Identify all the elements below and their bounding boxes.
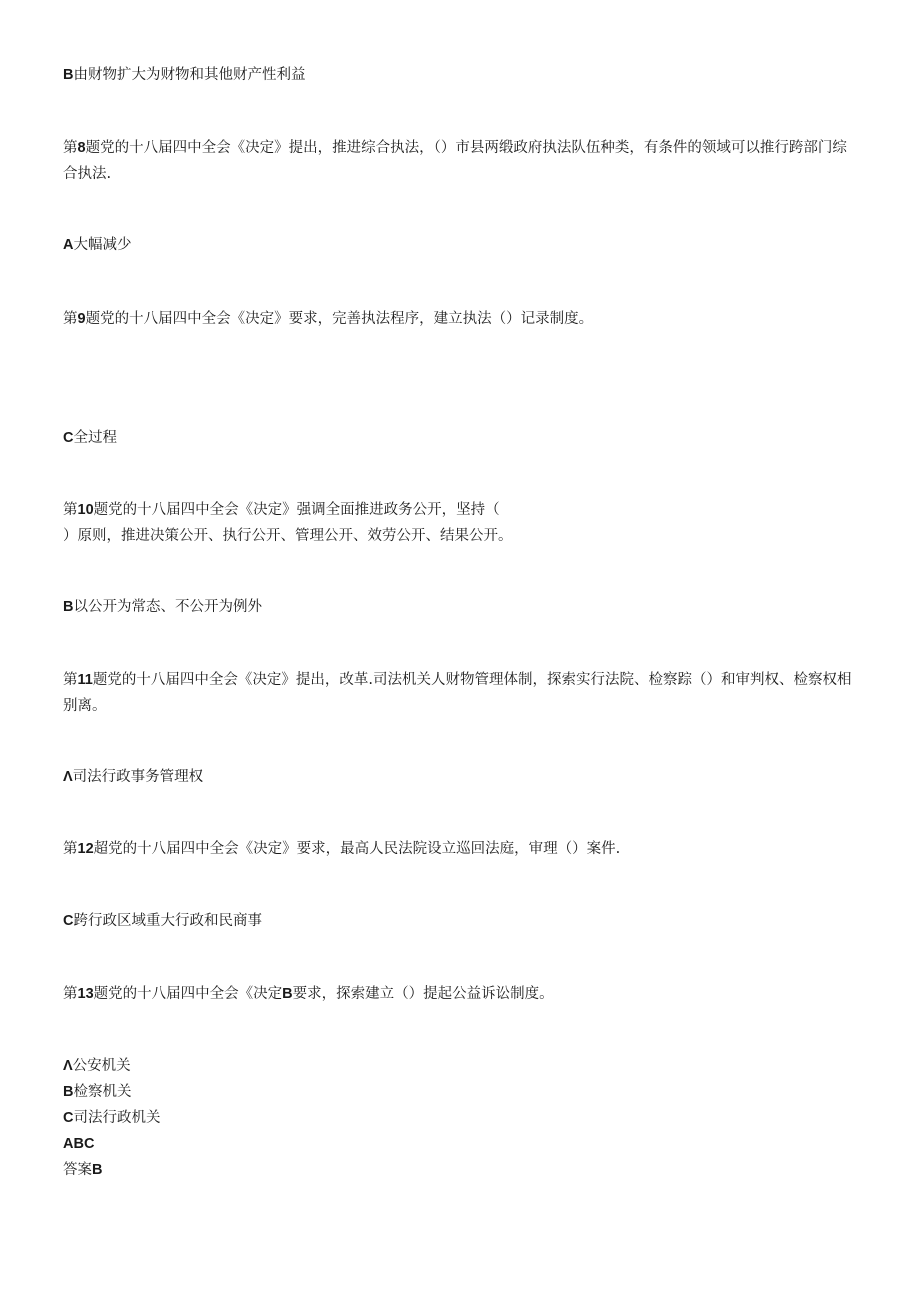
question-text: 题党的十八届四中全会《决定》提出，推进综合执法，（）市县两缎政府执法队伍种类，有条件的领域可以推行跨部门综合执法. — [63, 140, 847, 182]
question-number: 8 — [77, 140, 86, 156]
answer-mark: B — [63, 67, 74, 83]
question-text: 题党的十八届四中全会《决定》要求，完善执法程序，建立执法（）记录制度。 — [85, 311, 594, 327]
answer-mark: A — [63, 237, 74, 253]
answer-line-11 — [63, 764, 858, 790]
question-number: 12 — [77, 841, 94, 857]
answer — [63, 1157, 858, 1183]
question-text-2: ）原则，推进决策公开、执行公开、管理公开、效劳公开、结果公开。 — [63, 528, 513, 544]
option-text: 检察机关 — [73, 1084, 132, 1100]
question-text: 题党的十八届四中全会《决定》提出，改革.司法机关人财物管理体制，探索实行法院、检察踪（）和审判权、检察权相别离。 — [63, 672, 852, 714]
question-8: 第8题党的十八届四中全会《决定》提出，推进综合执法，（）市县两缎政府执法队伍种类，有条件的领域可以推行跨部门综合执法. — [63, 140, 847, 182]
question-number: 9 — [77, 311, 86, 327]
option-abc — [63, 1131, 858, 1157]
answer-mark: C — [63, 913, 74, 929]
question-9: 第9题党的十八届四中全会《决定》要求，完善执法程序，建立执法（）记录制度。 — [63, 311, 594, 327]
option-mark: C — [63, 1110, 74, 1126]
question-number: 11 — [77, 672, 93, 688]
options-list — [63, 1053, 858, 1183]
answer-text: 由财物扩大为财物和其他财产性利益 — [73, 67, 306, 83]
question-10: 第10题党的十八届四中全会《决定》强调全面推进政务公开，坚持（ ）原则，推进决策公开、执行公开、管理公开、效劳公开、结果公开。 — [63, 502, 513, 544]
question-text-b: 要求，探索建立（）提起公益诉讼制度。 — [292, 986, 554, 1002]
answer-text: 全过程 — [73, 430, 117, 446]
inline-mark: B — [282, 986, 293, 1002]
answer-text: 跨行政区域重大行政和民商事 — [73, 913, 262, 929]
answer-text: 以公开为常态、不公开为例外 — [73, 599, 262, 615]
question-number: 10 — [77, 502, 94, 518]
option-a — [63, 1053, 858, 1079]
question-text: 超党的十八届四中全会《决定》要求，最高人民法院设立巡回法庭，审理（）案件. — [93, 841, 621, 857]
answer-mark: C — [63, 430, 74, 446]
answer-text: 大幅减少 — [73, 237, 132, 253]
option-mark: B — [63, 1084, 74, 1100]
option-b — [63, 1079, 858, 1105]
answer-line-10 — [63, 594, 858, 620]
question-text-1: 题党的十八届四中全会《决定》强调全面推进政务公开，坚持（ — [93, 502, 500, 518]
answer-line-9 — [63, 425, 858, 451]
option-c — [63, 1105, 858, 1131]
answer-value: B — [92, 1162, 103, 1178]
answer-text: 司法行政事务管理权 — [72, 769, 204, 785]
option-text: 司法行政机关 — [73, 1110, 161, 1126]
question-12: 第12超党的十八届四中全会《决定》要求，最高人民法院设立巡回法庭，审理（）案件. — [63, 841, 621, 857]
answer-mark: Λ — [63, 769, 73, 785]
option-mark: Λ — [63, 1058, 73, 1074]
answer-line-12 — [63, 908, 858, 934]
answer-mark: B — [63, 599, 74, 615]
answer-line-7 — [63, 62, 858, 88]
answer-line-8 — [63, 232, 858, 258]
question-number: 13 — [77, 986, 94, 1002]
option-mark: ABC — [63, 1136, 95, 1152]
option-text: 公安机关 — [72, 1058, 131, 1074]
question-13: 第13题党的十八届四中全会《决定B要求，探索建立（）提起公益诉讼制度。 — [63, 986, 554, 1002]
question-11: 第11题党的十八届四中全会《决定》提出，改革.司法机关人财物管理体制，探索实行法院、检察踪（）和审判权、检察权相别离。 — [63, 672, 852, 714]
answer-label: 答案 — [63, 1162, 92, 1178]
question-text-a: 题党的十八届四中全会《决定 — [93, 986, 283, 1002]
